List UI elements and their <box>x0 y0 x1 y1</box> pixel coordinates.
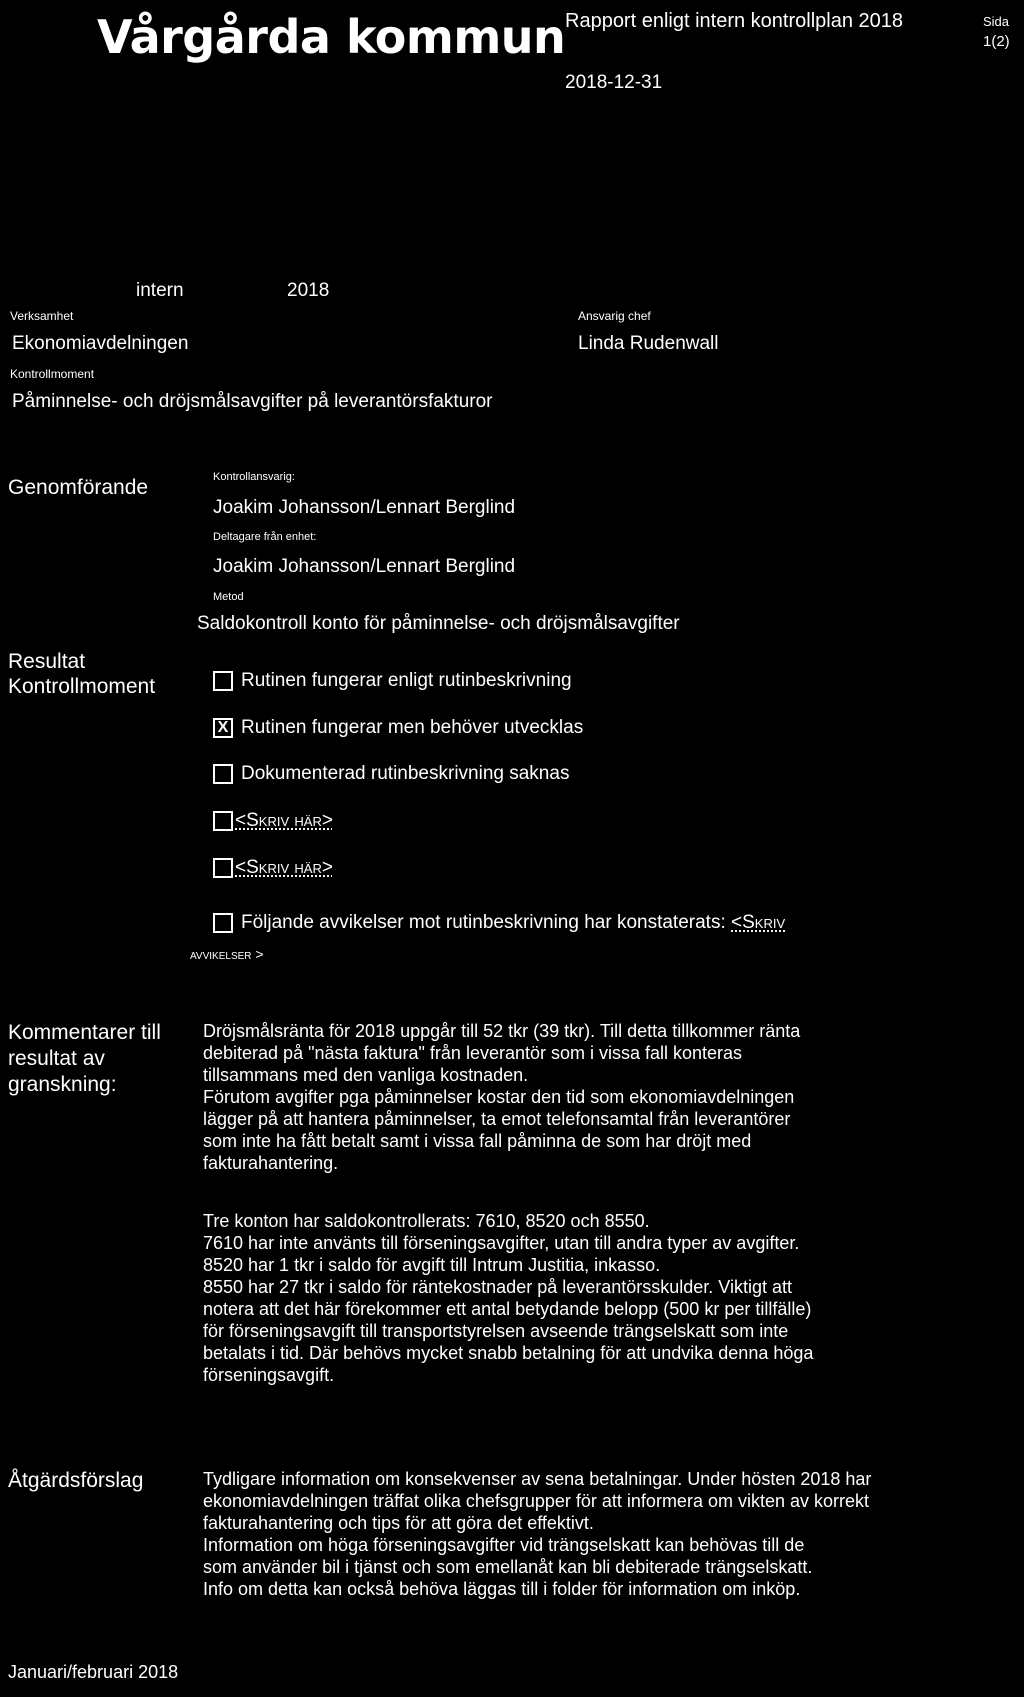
deviation-placeholder-cont: avvikelser > <box>190 946 264 962</box>
text-line: tillsammans med den vanliga kostnaden. <box>203 1065 529 1085</box>
text-line: Information om höga förseningsavgifter vid trängselskatt kan behövas till de <box>203 1535 805 1555</box>
checkbox-empty-icon[interactable] <box>213 811 233 831</box>
option-placeholder-2[interactable] <box>213 857 333 879</box>
text-line: fakturahantering. <box>203 1153 339 1173</box>
option-label: Rutinen fungerar men behöver utvecklas <box>241 717 584 738</box>
kommentarer-text <box>203 1020 1013 1386</box>
text-line: för förseningsavgift till transportstyrelsen avseende trängselskatt som inte <box>203 1321 789 1341</box>
checkbox-empty-icon[interactable] <box>213 913 233 933</box>
verksamhet-label: Verksamhet <box>10 309 74 323</box>
verksamhet-value: Ekonomiavdelningen <box>12 333 189 354</box>
text-line: Info om detta kan också behöva läggas till i folder för information om inköp. <box>203 1579 801 1599</box>
resultat-heading: Resultat <box>8 650 86 673</box>
page-number: 1(2) <box>983 33 1010 50</box>
kommentarer-heading-2: resultat av <box>8 1047 105 1070</box>
deltagare-label: Deltagare från enhet: <box>213 531 317 543</box>
text-line: 7610 har inte använts till förseningsavgifter, utan till andra typer av avgifter. <box>203 1233 800 1253</box>
text-line: Tre konton har saldokontrollerats: 7610, 8520 och 8550. <box>203 1211 650 1231</box>
text-line: Förutom avgifter pga påminnelser kostar den tid som ekonomiavdelningen <box>203 1087 795 1107</box>
checkbox-empty-icon[interactable] <box>213 858 233 878</box>
placeholder-label: <Skriv här> <box>235 857 333 878</box>
report-title: Rapport enligt intern kontrollplan 2018 <box>565 10 903 32</box>
text-line: 8550 har 27 tkr i saldo för räntekostnader på leverantörsskulder. Viktigt att <box>203 1277 792 1297</box>
option-rutinbeskrivning-saknas[interactable] <box>213 763 569 785</box>
placeholder-label: <Skriv här> <box>235 810 333 831</box>
text-line: ekonomiavdelningen träffat olika chefsgrupper för att informera om vikten av korrekt <box>203 1491 869 1511</box>
plan-word-intern: intern <box>136 280 184 301</box>
atgard-heading: Åtgärdsförslag <box>8 1469 144 1492</box>
text-line: debiterad på "nästa faktura" från leverantör som i vissa fall konteras <box>203 1043 743 1063</box>
text-line: som inte ha fått betalt samt i vissa fall påminna de som har dröjt med <box>203 1131 752 1151</box>
option-rutin-fungerar[interactable] <box>213 670 572 692</box>
option-avvikelser[interactable] <box>213 912 785 934</box>
ansvarig-label: Ansvarig chef <box>578 309 651 323</box>
kommentarer-heading-3: granskning: <box>8 1073 117 1096</box>
option-label: Rutinen fungerar enligt rutinbeskrivning <box>241 670 572 691</box>
kontrollmoment-heading: Kontrollmoment <box>8 675 156 698</box>
text-line: Tydligare information om konsekvenser av sena betalningar. Under hösten 2018 har <box>203 1469 872 1489</box>
footer-date: Januari/februari 2018 <box>8 1662 179 1682</box>
ansvarig-value: Linda Rudenwall <box>578 333 719 354</box>
text-line: betalats i tid. Där behövs mycket snabb betalning för att undvika denna höga <box>203 1343 814 1363</box>
atgard-text <box>203 1468 1018 1600</box>
option-label: Dokumenterad rutinbeskrivning saknas <box>241 763 570 784</box>
text-line: 8520 har 1 tkr i saldo för avgift till Intrum Justitia, inkasso. <box>203 1255 661 1275</box>
text-line: förseningsavgift. <box>203 1365 335 1385</box>
text-line: notera att det här förekommer ett antal betydande belopp (500 kr per tillfälle) <box>203 1299 812 1319</box>
kommentarer-heading-1: Kommentarer till <box>8 1021 161 1044</box>
kontrollmoment-label: Kontrollmoment <box>10 367 95 381</box>
document-date: 2018-12-31 <box>565 72 663 93</box>
deltagare-value: Joakim Johansson/Lennart Berglind <box>213 556 516 577</box>
checkbox-empty-icon[interactable] <box>213 671 233 691</box>
kontrollmoment-value: Påminnelse- och dröjsmålsavgifter på leverantörsfakturor <box>12 391 493 412</box>
option-placeholder-1[interactable] <box>213 810 333 832</box>
org-logo-text: Vårgårda kommun <box>97 10 566 64</box>
metod-value: Saldokontroll konto för påminnelse- och dröjsmålsavgifter <box>197 613 680 634</box>
plan-year: 2018 <box>287 280 330 301</box>
text-line: som använder bil i tjänst och som emellanåt kan bli debiterade trängselskatt. <box>203 1557 813 1577</box>
text-line: Dröjsmålsränta för 2018 uppgår till 52 tkr (39 tkr). Till detta tillkommer ränta <box>203 1021 801 1041</box>
text-line: fakturahantering och tips för att göra det effektivt. <box>203 1513 594 1533</box>
metod-label: Metod <box>213 591 244 603</box>
checkbox-empty-icon[interactable] <box>213 764 233 784</box>
text-line: lägger på att hantera påminnelser, ta emot telefonsamtal från leverantörer <box>203 1109 791 1129</box>
deviation-label: Följande avvikelser mot rutinbeskrivning har konstaterats: <box>241 912 732 933</box>
page-label: Sida <box>983 14 1010 29</box>
kontrollansvarig-value: Joakim Johansson/Lennart Berglind <box>213 497 516 518</box>
deviation-placeholder: <Skriv <box>731 912 786 933</box>
checkbox-checked-icon[interactable]: X <box>213 718 233 738</box>
genomforande-heading: Genomförande <box>8 476 149 499</box>
option-rutin-behover-utvecklas[interactable] <box>213 717 583 739</box>
kontrollansvarig-label: Kontrollansvarig: <box>213 471 295 483</box>
